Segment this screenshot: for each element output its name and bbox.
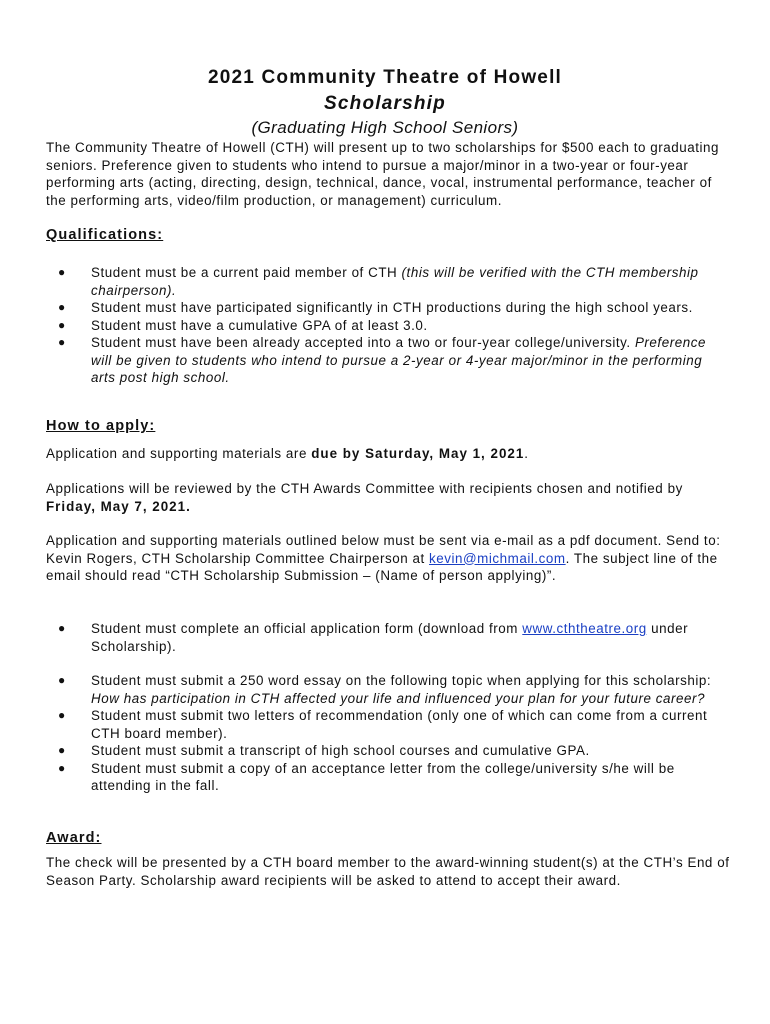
- list-item: ● Student must have participated significantly in CTH productions during the high school years.: [58, 300, 693, 315]
- award-paragraph: The check will be presented by a CTH board member to the award-winning student(s) at the CTH’s End of Season Party. Scholarship award recipients will be asked to attend to accept their award.: [46, 855, 730, 888]
- subtitle: (Graduating High School Seniors): [251, 118, 519, 137]
- list-item: ● Student must submit a 250 word essay on the following topic when applying for this scholarship: How has participation in CTH affected your life and influenced your plan for your future career?: [58, 673, 712, 706]
- title-line-2: Scholarship: [324, 93, 446, 114]
- award-heading: Award:: [46, 830, 102, 846]
- due-date-paragraph: Application and supporting materials are due by Saturday, May 1, 2021.: [46, 446, 529, 461]
- how-to-apply-heading: How to apply:: [46, 418, 156, 434]
- bullet-icon: ●: [58, 265, 66, 279]
- email-link[interactable]: kevin@michmail.com: [429, 550, 566, 566]
- title-line-1: 2021 Community Theatre of Howell: [207, 67, 563, 88]
- qualifications-list: [46, 264, 726, 387]
- requirements-list-1: [46, 620, 726, 655]
- bullet-icon: ●: [58, 708, 66, 722]
- list-item: ● Student must complete an official application form (download from www.cththeatre.org under Scholarship).: [58, 621, 689, 654]
- list-item: ● Student must submit two letters of recommendation (only one of which can come from a current CTH board member).: [58, 708, 708, 741]
- list-item: ● Student must submit a copy of an acceptance letter from the college/university s/he will be attending in the fall.: [58, 760, 675, 793]
- bullet-icon: ●: [58, 621, 66, 635]
- bullet-icon: ●: [58, 743, 66, 757]
- list-item: ● Student must be a current paid member of CTH (this will be verified with the CTH membership chairperson).: [58, 265, 699, 298]
- list-item: ● Student must have a cumulative GPA of at least 3.0.: [58, 317, 428, 333]
- review-paragraph: Applications will be reviewed by the CTH Awards Committee with recipients chosen and notified by Friday, May 7, 2021.: [46, 481, 683, 514]
- submission-paragraph: Application and supporting materials outlined below must be sent via e-mail as a pdf document. Send to: Kevin Rogers, CTH Scholarship Committee Chairperson at kevin@michmail.com. The subject line of the email should read “CTH Scholarship Submission – (Name of person applying)”.: [46, 533, 721, 583]
- requirements-list-2: [46, 672, 726, 795]
- bullet-icon: ●: [58, 317, 66, 332]
- website-link[interactable]: www.cththeatre.org: [522, 621, 647, 636]
- bullet-icon: ●: [58, 673, 66, 687]
- list-item: ● Student must submit a transcript of high school courses and cumulative GPA.: [58, 743, 590, 758]
- qualifications-heading: Qualifications:: [46, 227, 164, 243]
- bullet-icon: ●: [58, 760, 66, 775]
- bullet-icon: ●: [58, 300, 66, 314]
- intro-paragraph: The Community Theatre of Howell (CTH) will present up to two scholarships for $500 each to graduating seniors. Preference given to students who intend to pursue a major/minor in a two-year or four-year performing arts (acting, directing, design, technical, dance, vocal, instrumental performance, teacher of the performing arts, video/film production, or management) curriculum.: [46, 140, 720, 208]
- bullet-icon: ●: [58, 335, 66, 349]
- list-item: ● Student must have been already accepted into a two or four-year college/university. Preference will be given to students who intend to pursue a 2-year or 4-year major/minor in the performing arts post high school.: [58, 335, 706, 385]
